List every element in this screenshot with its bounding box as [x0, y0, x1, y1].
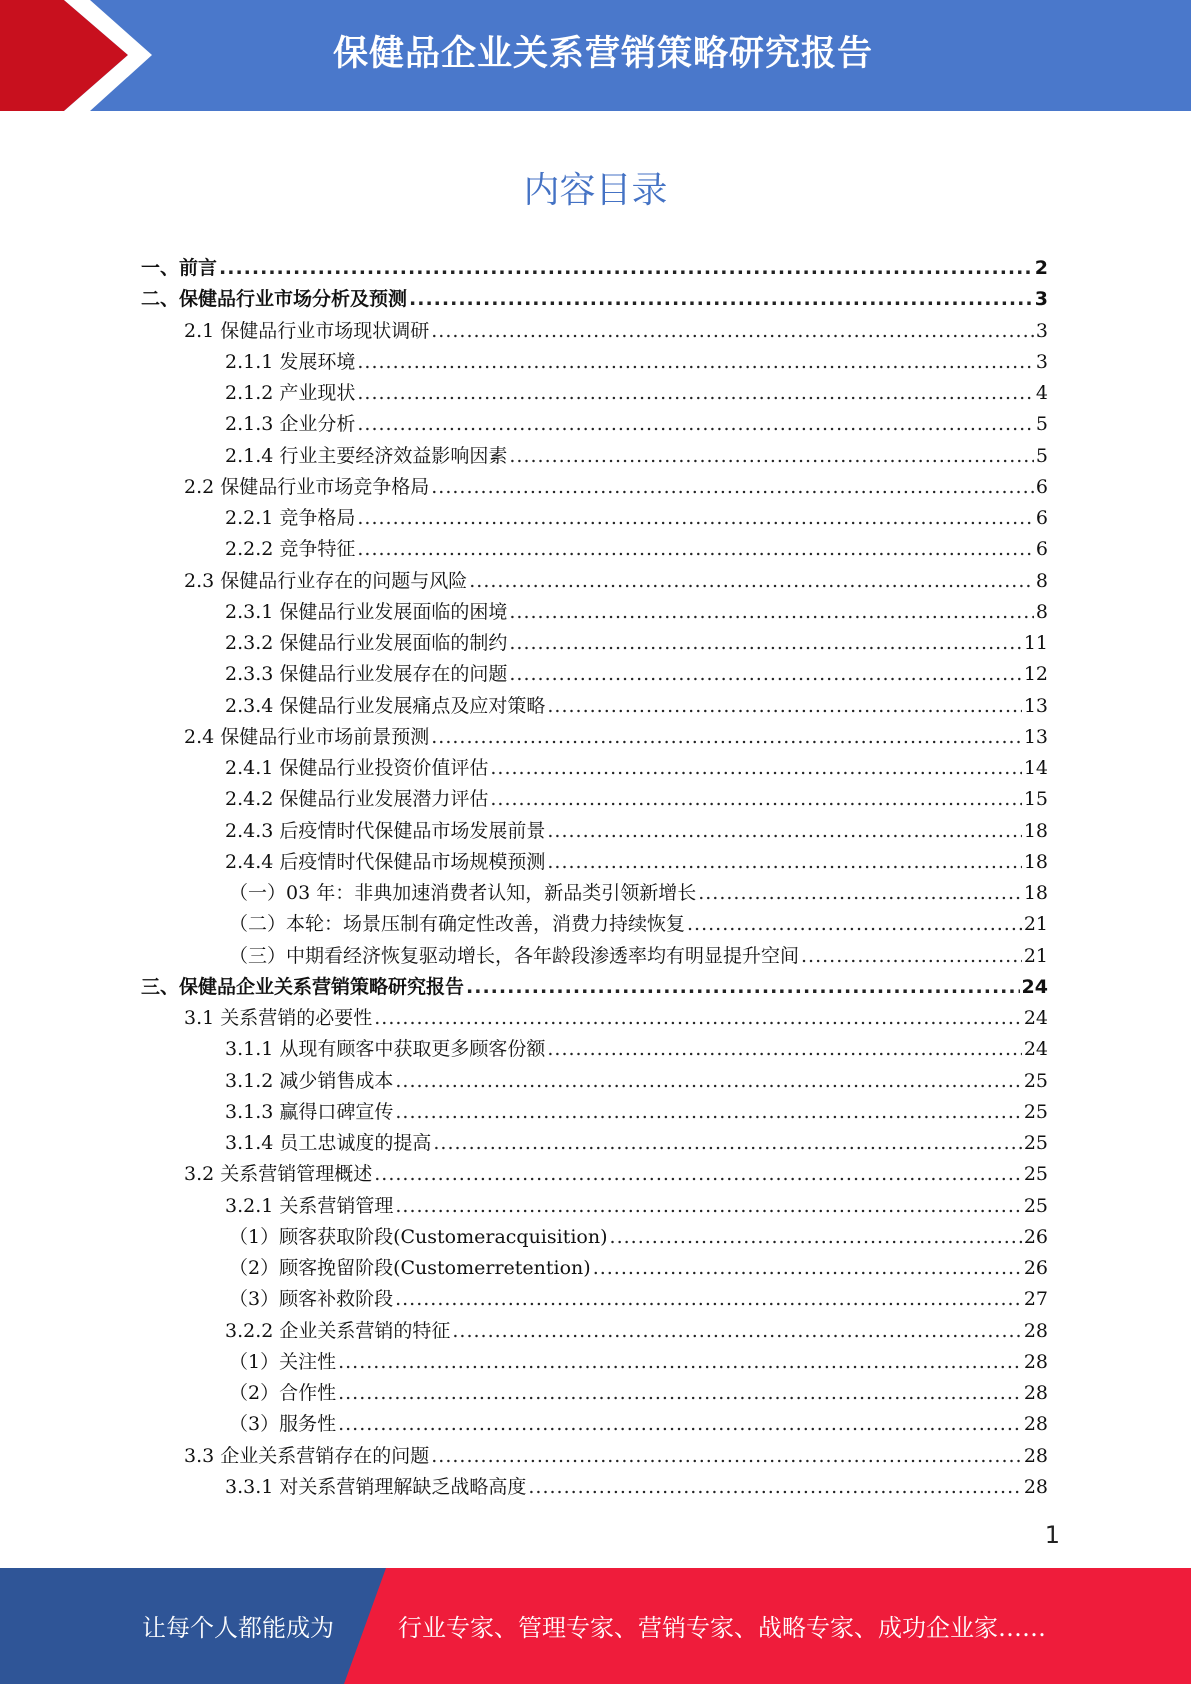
toc-entry-title: （二）本轮：场景压制有确定性改善，消费力持续恢复: [229, 913, 686, 935]
toc-entry[interactable]: [225, 1097, 1048, 1128]
toc-entry-title: 2.4.2 保健品行业发展潜力评估: [225, 788, 489, 810]
toc-entry[interactable]: [229, 1409, 1048, 1440]
toc-entry[interactable]: [184, 1003, 1048, 1034]
toc-entry-title: （2）合作性: [229, 1382, 337, 1404]
toc-entry-page: 15: [1023, 788, 1048, 810]
toc-entry-page: 6: [1035, 538, 1048, 560]
toc-entry-page: 28: [1023, 1413, 1048, 1435]
toc-entry-title: 3.2.1 关系营销管理: [225, 1195, 394, 1217]
toc-entry-page: 18: [1023, 882, 1048, 904]
toc-leader-dots: [698, 878, 1022, 909]
toc-leader-dots: [338, 1409, 1022, 1440]
toc-entry-page: 25: [1023, 1101, 1048, 1123]
toc-entry-title: 2.3.1 保健品行业发展面临的困境: [225, 601, 508, 623]
toc-leader-dots: [509, 659, 1021, 690]
toc-entry[interactable]: [229, 1347, 1048, 1378]
toc-entry[interactable]: [225, 659, 1048, 690]
toc-leader-dots: [431, 472, 1034, 503]
toc-entry-page: 3: [1035, 351, 1048, 373]
toc-entry-page: 24: [1021, 976, 1048, 998]
toc-entry[interactable]: [229, 1253, 1048, 1284]
toc-leader-dots: [357, 503, 1034, 534]
toc-entry[interactable]: [229, 941, 1048, 972]
toc-entry[interactable]: [141, 972, 1048, 1003]
toc-entry-title: 3.1.1 从现有顾客中获取更多顾客份额: [225, 1038, 546, 1060]
toc-entry[interactable]: [229, 909, 1048, 940]
toc-entry-title: 2.4.1 保健品行业投资价值评估: [225, 757, 489, 779]
toc-entry-page: 25: [1023, 1195, 1048, 1217]
toc-leader-dots: [452, 1316, 1021, 1347]
toc-entry-page: 5: [1035, 413, 1048, 435]
toc-entry-title: 2.4.4 后疫情时代保健品市场规模预测: [225, 851, 546, 873]
toc-entry-page: 25: [1023, 1132, 1048, 1154]
toc-entry[interactable]: [225, 847, 1048, 878]
toc-entry-title: （1）关注性: [229, 1351, 337, 1373]
toc-leader-dots: [431, 722, 1022, 753]
toc-entry-title: 2.2.2 竞争特征: [225, 538, 356, 560]
toc-entry-page: 8: [1035, 570, 1048, 592]
toc-entry-page: 13: [1023, 695, 1048, 717]
page-number: 1: [1044, 1521, 1060, 1549]
toc-entry-title: （3）服务性: [229, 1413, 337, 1435]
toc-leader-dots: [374, 1003, 1022, 1034]
toc-entry[interactable]: [225, 1472, 1048, 1503]
toc-entry-page: 26: [1023, 1257, 1048, 1279]
toc-entry[interactable]: [225, 1316, 1048, 1347]
toc-entry-page: 28: [1023, 1476, 1048, 1498]
toc-entry[interactable]: [225, 1066, 1048, 1097]
toc-leader-dots: [547, 847, 1021, 878]
toc-entry-title: 2.1 保健品行业市场现状调研: [184, 320, 430, 342]
toc-entry-page: 3: [1035, 320, 1048, 342]
toc-entry-page: 8: [1035, 601, 1048, 623]
toc-leader-dots: [219, 253, 1033, 284]
toc-entry[interactable]: [225, 784, 1048, 815]
toc-leader-dots: [490, 784, 1021, 815]
toc-entry-page: 26: [1023, 1226, 1048, 1248]
toc-entry-page: 21: [1023, 945, 1048, 967]
toc-leader-dots: [593, 1253, 1022, 1284]
toc-leader-dots: [490, 753, 1021, 784]
toc-entry[interactable]: [225, 441, 1048, 472]
toc-entry-title: （2）顾客挽留阶段(Customerretention): [229, 1257, 591, 1279]
toc-entry-page: 18: [1023, 851, 1048, 873]
toc-entry-page: 14: [1023, 757, 1048, 779]
toc-leader-dots: [610, 1222, 1022, 1253]
toc-entry-page: 24: [1023, 1007, 1048, 1029]
toc-leader-dots: [409, 284, 1033, 315]
toc-entry[interactable]: [141, 284, 1048, 315]
toc-entry[interactable]: [229, 1222, 1048, 1253]
toc-entry-title: 3.1.4 员工忠诚度的提高: [225, 1132, 432, 1154]
toc-leader-dots: [801, 941, 1022, 972]
toc-leader-dots: [431, 316, 1034, 347]
toc-leader-dots: [547, 691, 1021, 722]
toc-entry[interactable]: [225, 378, 1048, 409]
toc-entry[interactable]: [225, 409, 1048, 440]
toc-entry-title: 3.3 企业关系营销存在的问题: [184, 1445, 430, 1467]
toc-leader-dots: [395, 1191, 1021, 1222]
toc-entry-title: 3.1.2 减少销售成本: [225, 1070, 394, 1092]
toc-entry[interactable]: [229, 1284, 1048, 1315]
toc-entry[interactable]: [225, 1034, 1048, 1065]
toc-leader-dots: [395, 1066, 1021, 1097]
toc-leader-dots: [547, 816, 1021, 847]
toc-entry[interactable]: [184, 316, 1048, 347]
footer-banner: [0, 1568, 1191, 1684]
toc-leader-dots: [433, 1128, 1021, 1159]
toc-leader-dots: [374, 1159, 1022, 1190]
toc-entry-title: 2.4.3 后疫情时代保健品市场发展前景: [225, 820, 546, 842]
toc-leader-dots: [509, 628, 1021, 659]
toc-entry-title: 三、保健品企业关系营销策略研究报告: [141, 976, 465, 998]
toc-entry-title: 2.3.2 保健品行业发展面临的制约: [225, 632, 508, 654]
toc-entry[interactable]: [184, 722, 1048, 753]
toc-entry-title: 2.4 保健品行业市场前景预测: [184, 726, 430, 748]
toc-leader-dots: [431, 1441, 1022, 1472]
toc-leader-dots: [509, 441, 1034, 472]
toc-entry-title: 二、保健品行业市场分析及预测: [141, 288, 408, 310]
toc-entry-title: 2.1.2 产业现状: [225, 382, 356, 404]
toc-entry-page: 11: [1023, 632, 1048, 654]
toc-leader-dots: [357, 347, 1034, 378]
toc-entry[interactable]: [225, 1191, 1048, 1222]
toc-leader-dots: [466, 972, 1020, 1003]
toc-leader-dots: [687, 909, 1022, 940]
toc-entry-page: 5: [1035, 445, 1048, 467]
document-title: 保健品企业关系营销策略研究报告: [333, 34, 874, 74]
toc-entry[interactable]: [225, 347, 1048, 378]
toc-entry-page: 27: [1023, 1288, 1048, 1310]
toc-entry-title: 2.3 保健品行业存在的问题与风险: [184, 570, 468, 592]
toc-entry-title: 3.2 关系营销管理概述: [184, 1163, 373, 1185]
toc-entry-title: （3）顾客补救阶段: [229, 1288, 394, 1310]
toc-leader-dots: [395, 1097, 1021, 1128]
toc-leader-dots: [547, 1034, 1021, 1065]
toc-entry[interactable]: [225, 628, 1048, 659]
toc-entry-title: 2.1.4 行业主要经济效益影响因素: [225, 445, 508, 467]
toc-entry-page: 6: [1035, 507, 1048, 529]
toc-entry-title: 2.1.1 发展环境: [225, 351, 356, 373]
toc-entry-title: 2.2.1 竞争格局: [225, 507, 356, 529]
toc-entry-title: （1）顾客获取阶段(Customeracquisition): [229, 1226, 608, 1248]
toc-entry[interactable]: [225, 816, 1048, 847]
toc-entry-page: 28: [1023, 1351, 1048, 1373]
toc-leader-dots: [338, 1378, 1022, 1409]
footer-slogan-left: 让每个人都能成为: [142, 1614, 334, 1642]
toc-entry-title: （一）03 年：非典加速消费者认知，新品类引领新增长: [229, 882, 697, 904]
toc-entry-page: 25: [1023, 1163, 1048, 1185]
toc-leader-dots: [395, 1284, 1022, 1315]
toc-entry-page: 21: [1023, 913, 1048, 935]
toc-entry-page: 12: [1023, 663, 1048, 685]
toc-entry-page: 28: [1023, 1320, 1048, 1342]
toc-leader-dots: [357, 534, 1034, 565]
toc-entry-title: 一、前言: [141, 257, 218, 279]
toc-entry-page: 25: [1023, 1070, 1048, 1092]
toc-entry-title: （三）中期看经济恢复驱动增长，各年龄段渗透率均有明显提升空间: [229, 945, 800, 967]
toc-leader-dots: [338, 1347, 1022, 1378]
toc-leader-dots: [509, 597, 1034, 628]
toc-entry[interactable]: [225, 691, 1048, 722]
toc-heading: 内容目录: [523, 170, 668, 211]
header-banner: [0, 0, 1191, 111]
toc-entry[interactable]: [225, 597, 1048, 628]
toc-entry-title: 3.1 关系营销的必要性: [184, 1007, 373, 1029]
toc-entry[interactable]: [225, 534, 1048, 565]
toc-entry-page: 2: [1034, 257, 1048, 279]
toc-leader-dots: [357, 409, 1034, 440]
toc-entry-title: 2.1.3 企业分析: [225, 413, 356, 435]
toc-entry[interactable]: [184, 566, 1048, 597]
toc-entry[interactable]: [229, 878, 1048, 909]
toc-entry-title: 2.3.3 保健品行业发展存在的问题: [225, 663, 508, 685]
toc-entry-page: 18: [1023, 820, 1048, 842]
toc-entry-title: 3.1.3 赢得口碑宣传: [225, 1101, 394, 1123]
toc-entry-title: 2.2 保健品行业市场竞争格局: [184, 476, 430, 498]
toc-entry-page: 13: [1023, 726, 1048, 748]
toc-leader-dots: [357, 378, 1034, 409]
toc-leader-dots: [469, 566, 1034, 597]
toc-entry-title: 3.3.1 对关系营销理解缺乏战略高度: [225, 1476, 527, 1498]
toc-entry-page: 4: [1035, 382, 1048, 404]
toc-entry-page: 28: [1023, 1382, 1048, 1404]
toc-entry-title: 3.2.2 企业关系营销的特征: [225, 1320, 451, 1342]
toc-entry-page: 3: [1034, 288, 1048, 310]
toc-entry[interactable]: [229, 1378, 1048, 1409]
toc-entry-page: 28: [1023, 1445, 1048, 1467]
toc-entry[interactable]: [184, 1159, 1048, 1190]
toc-entry[interactable]: [184, 1441, 1048, 1472]
toc-entry[interactable]: [141, 253, 1048, 284]
toc-entry[interactable]: [184, 472, 1048, 503]
toc-entry-title: 2.3.4 保健品行业发展痛点及应对策略: [225, 695, 546, 717]
toc-entry-page: 24: [1023, 1038, 1048, 1060]
toc-leader-dots: [528, 1472, 1021, 1503]
toc-entry[interactable]: [225, 1128, 1048, 1159]
toc-entry-page: 6: [1035, 476, 1048, 498]
toc-entry[interactable]: [225, 753, 1048, 784]
footer-slogan-right: 行业专家、管理专家、营销专家、战略专家、成功企业家……: [398, 1614, 1046, 1642]
toc-entry[interactable]: [225, 503, 1048, 534]
